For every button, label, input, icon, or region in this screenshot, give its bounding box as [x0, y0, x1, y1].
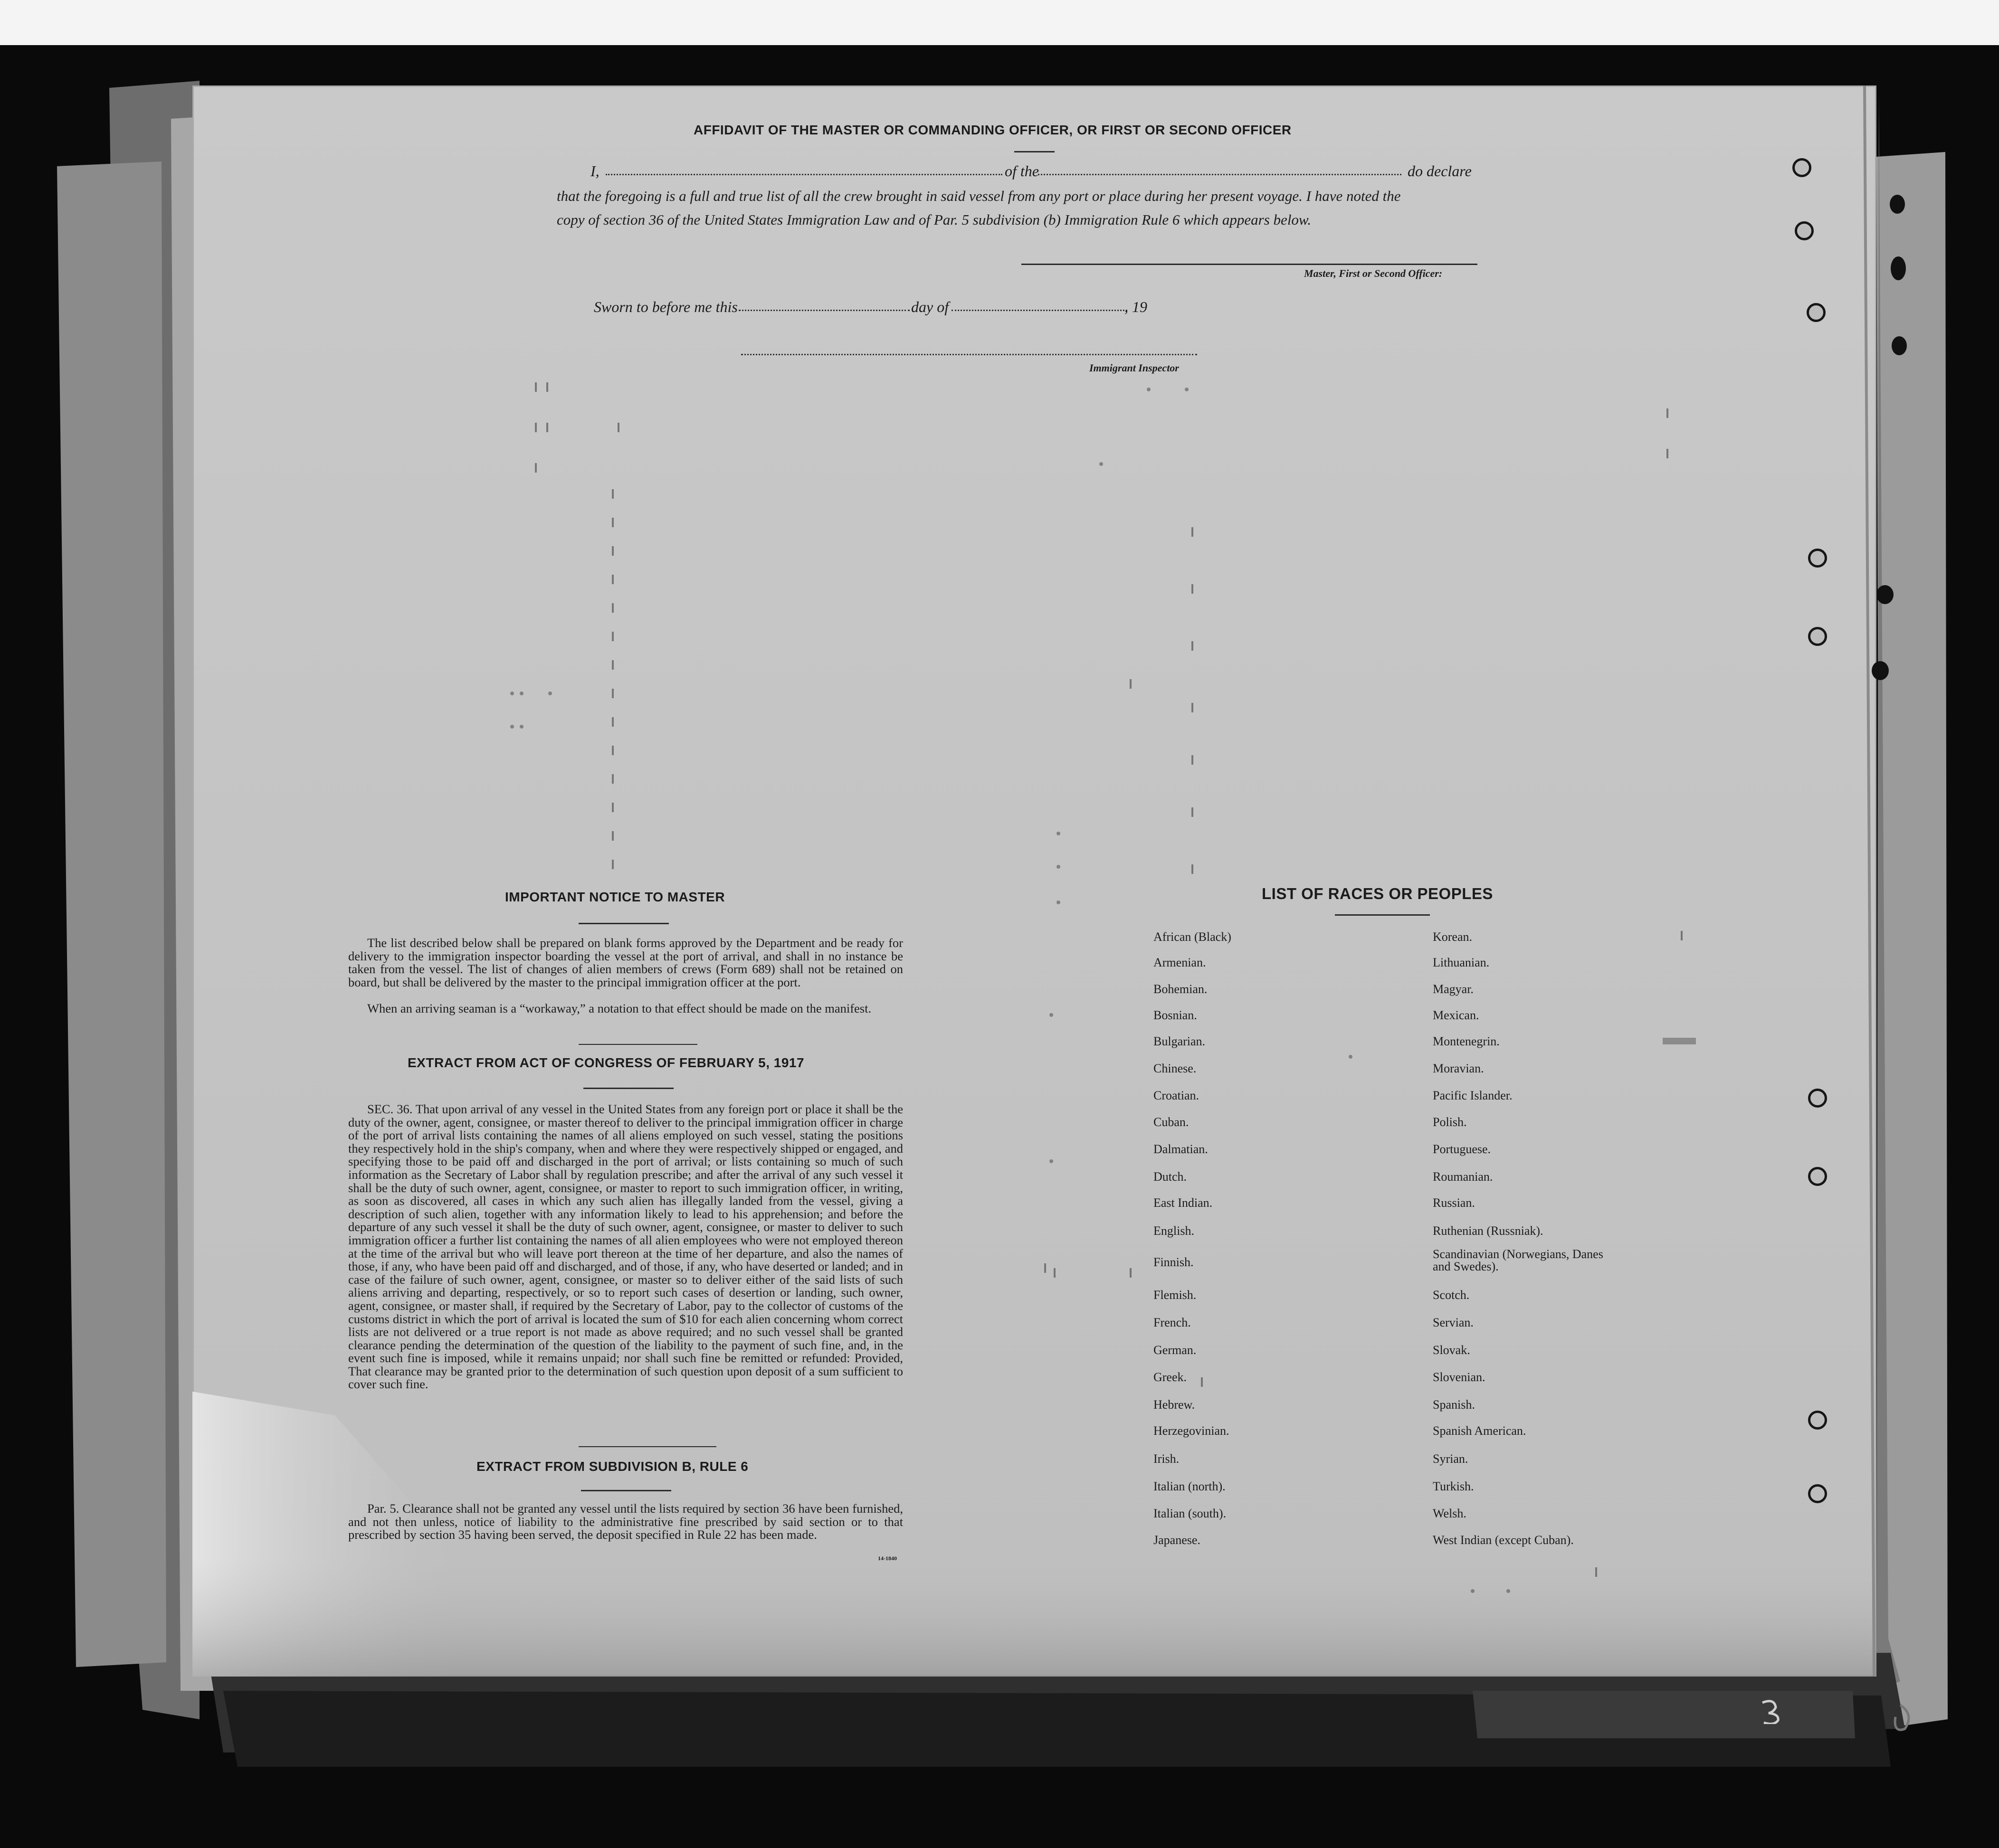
left-race-item: Japanese.: [1153, 1533, 1200, 1547]
right-race-item: Welsh.: [1433, 1507, 1466, 1520]
right-race-item: West Indian (except Cuban).: [1433, 1533, 1574, 1547]
left-race-item: Hebrew.: [1153, 1398, 1195, 1412]
right-race-item: Syrian.: [1433, 1452, 1468, 1466]
vessel-blank: [1038, 174, 1401, 175]
races-title: LIST OF RACES OR PEOPLES: [1262, 885, 1493, 902]
left-race-item: Flemish.: [1153, 1288, 1197, 1302]
left-race-item: Irish.: [1153, 1452, 1180, 1466]
handwritten-number: [1758, 1696, 1791, 1724]
right-race-item: Roumanian.: [1433, 1170, 1493, 1184]
left-race-item: German.: [1153, 1343, 1197, 1357]
races-underline: [1335, 914, 1430, 916]
right-race-item: Mexican.: [1433, 1008, 1479, 1022]
notice-title: IMPORTANT NOTICE TO MASTER: [505, 890, 725, 904]
left-race-item: Bosnian.: [1153, 1008, 1197, 1022]
right-race-item: Ruthenian (Russniak).: [1433, 1224, 1543, 1238]
sworn-month-blank: [952, 310, 1127, 311]
sworn-day-of: day of: [911, 298, 949, 315]
act-extract-text: SEC. 36. That upon arrival of any vessel in the United States from any foreign port or place it shall be the duty of the owner, agent, consignee, or master thereof to deliver to the principal immigration officer in charge of the port of arrival lists containing the names of all aliens employed on such vessel, stating the positions they respectively hold in the ship's company, when and where they were respectively shipped or engaged, and specifying those to be paid off and discharged in the port of arrival; or lists containing so much of such information as the Secretary of Labor shall by regulation prescribe; and after the arrival of any such vessel it shall be the duty of such owner, agent, consignee, or master to report to such immigration officer, in writing, as soon as discovered, all cases in which any such alien has illegally landed from the vessel, giving a description of such alien, together with any information likely to lead to his apprehension; and before the departure of any such vessel it shall be the duty of such owner, agent, consignee, or master to deliver to such immigration officer a further list containing the names of all alien employees who were not employed thereon at the time of the arrival but who will leave port thereon at the time of her departure, and also the names of those, if any, who have been paid off and discharged, and of those, if any, who have deserted or landed; and in case of the failure of such owner, agent, consignee, or master so to deliver either of the said lists of such aliens arriving and departing, respectively, or so to report such cases of desertion or landing, such owner, agent, consignee, or master shall, if required by the Secretary of Labor, pay to the collector of customs of the customs district in which the port of arrival is located the sum of $10 for each alien concerning whom correct lists are not delivered or a true report is not made as above required; and no such vessel shall be granted clearance pending the determination of the question of the liability to the payment of such fine, and, in the event such fine is imposed, while it remains unpaid; nor shall such fine be remitted or refunded: Provided, That clearance may be granted prior to the determination of such question upon deposit of a sum sufficient to cover such fine.: [348, 1102, 903, 1392]
right-race-item: Servian.: [1433, 1316, 1474, 1329]
left-race-item: Italian (south).: [1153, 1507, 1227, 1520]
name-blank: [606, 174, 1002, 175]
affidavit-of-the: of the: [1005, 162, 1039, 180]
left-race-item: Finnish.: [1153, 1255, 1194, 1269]
right-race-item: Portuguese.: [1433, 1142, 1491, 1156]
right-race-item: Korean.: [1433, 930, 1473, 944]
left-race-item: Italian (north).: [1153, 1479, 1226, 1493]
act-extract-title: EXTRACT FROM ACT OF CONGRESS OF FEBRUARY 5, 1917: [408, 1055, 805, 1070]
signature-caption: Master, First or Second Officer:: [1304, 267, 1443, 279]
separator: [579, 1044, 697, 1045]
affidavit-declare: do declare: [1408, 162, 1472, 180]
affidavit-line-2: that the foregoing is a full and true list of all the crew brought in said vessel from any port or place during her present voyage. I have noted the: [557, 188, 1401, 204]
right-race-item: Scotch.: [1433, 1288, 1470, 1302]
act-extract-underline: [583, 1088, 674, 1089]
rule-extract-text: Par. 5. Clearance shall not be granted any vessel until the lists required by section 36 have been furnished, and not then unless, notice of liability to the administrative fine prescribed by said section or to that prescribed by section 35 having been served, the deposit specified in Rule 22 has been made.: [348, 1501, 903, 1542]
right-race-item: Russian.: [1433, 1196, 1475, 1210]
left-race-item: African (Black): [1153, 930, 1231, 944]
left-race-item: Dalmatian.: [1153, 1142, 1208, 1156]
form-number: 14-1840: [878, 1555, 897, 1562]
left-race-item: Dutch.: [1153, 1170, 1187, 1184]
separator: [579, 1446, 716, 1447]
right-race-item: Magyar.: [1433, 982, 1474, 996]
right-race-item: Slovenian.: [1433, 1370, 1485, 1384]
signature-line: [1021, 264, 1477, 265]
inspector-caption: Immigrant Inspector: [1089, 362, 1179, 374]
left-race-item: English.: [1153, 1224, 1194, 1238]
right-race-item: Spanish.: [1433, 1398, 1475, 1412]
left-race-item: Herzegovinian.: [1153, 1424, 1229, 1438]
left-race-item: Armenian.: [1153, 956, 1206, 969]
inspector-line: [741, 354, 1197, 355]
affidavit-title: AFFIDAVIT OF THE MASTER OR COMMANDING OFFICER, OR FIRST OR SECOND OFFICER: [694, 123, 1292, 137]
right-race-item: Turkish.: [1433, 1479, 1474, 1493]
left-race-item: French.: [1153, 1316, 1191, 1329]
left-race-item: Bulgarian.: [1153, 1034, 1206, 1048]
title-underline: [1014, 151, 1055, 152]
sworn-prefix: Sworn to before me this: [594, 298, 738, 315]
right-race-item: Lithuanian.: [1433, 956, 1490, 969]
notice-paragraph-2: When an arriving seaman is a “workaway,” a notation to that effect should be made on the manifest.: [367, 1001, 872, 1015]
left-race-item: Bohemian.: [1153, 982, 1208, 996]
right-race-item: Slovak.: [1433, 1343, 1470, 1357]
notice-underline: [579, 923, 669, 924]
affidavit-i: I,: [590, 162, 600, 180]
right-race-item: Moravian.: [1433, 1061, 1484, 1075]
rule-extract-title: EXTRACT FROM SUBDIVISION B, RULE 6: [476, 1459, 749, 1474]
sworn-day-blank: [739, 310, 910, 311]
notice-paragraph-1: The list described below shall be prepared on blank forms approved by the Department and be ready for delivery to the immigration inspector boarding the vessel at the port of arrival, and shall in no instance be taken from the vessel. The list of changes of alien members of crews (Form 689) shall not be retained on board, but shall be delivered by the master to the principal immigration officer at the port.: [348, 936, 903, 989]
left-race-item: Greek.: [1153, 1370, 1187, 1384]
left-race-item: Croatian.: [1153, 1089, 1199, 1102]
rule-extract-underline: [581, 1490, 671, 1491]
affidavit-line-3: copy of section 36 of the United States Immigration Law and of Par. 5 subdivision (b) Immigration Rule 6 which appears below.: [557, 211, 1312, 228]
right-race-item: Scandinavian (Norwegians, Danes and Swedes).: [1433, 1247, 1603, 1273]
right-race-item: Spanish American.: [1433, 1424, 1526, 1438]
right-race-item: Pacific Islander.: [1433, 1089, 1513, 1102]
right-race-item: Polish.: [1433, 1115, 1467, 1129]
right-race-item: Montenegrin.: [1433, 1034, 1500, 1048]
left-race-item: East Indian.: [1153, 1196, 1213, 1210]
sworn-year: , 19: [1124, 298, 1147, 315]
left-race-item: Cuban.: [1153, 1115, 1189, 1129]
left-race-item: Chinese.: [1153, 1061, 1197, 1075]
